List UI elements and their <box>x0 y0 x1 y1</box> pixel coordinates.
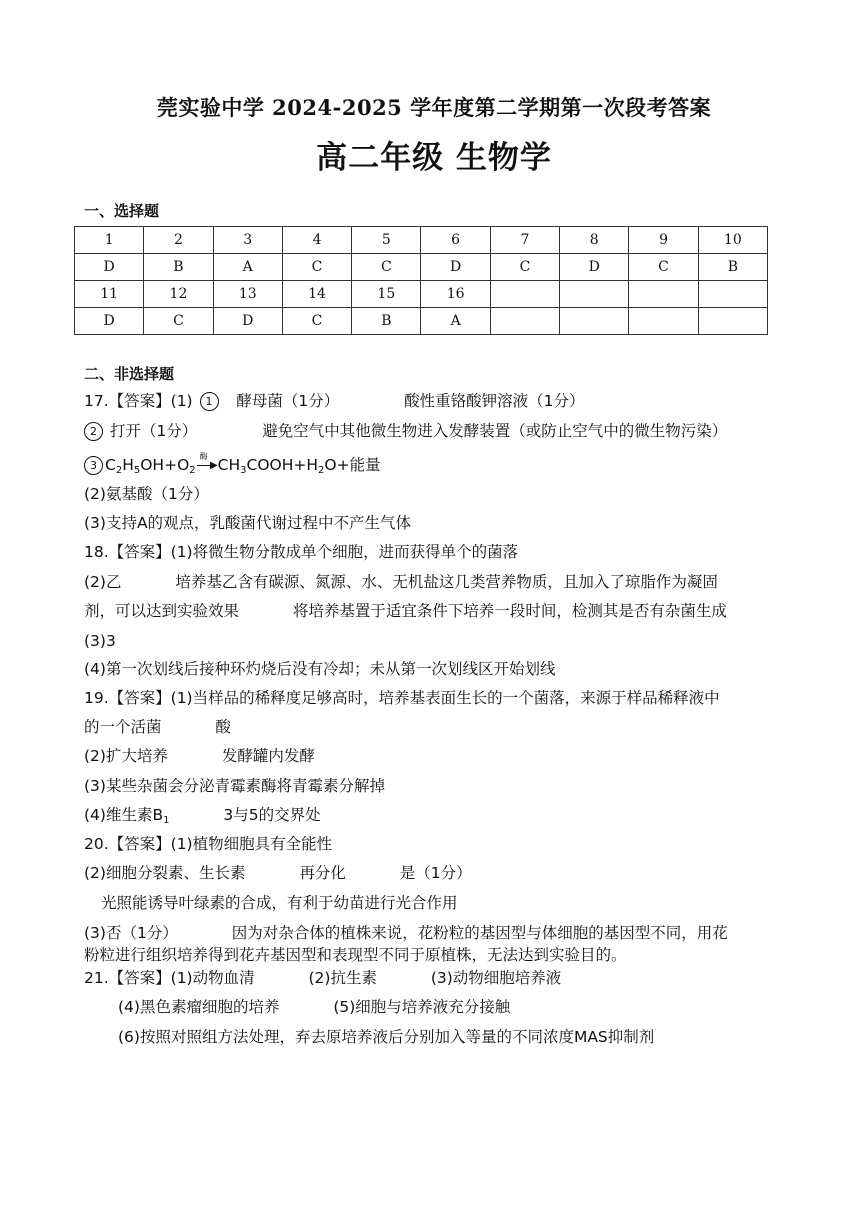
q20-part3c: 粉粒进行组织培养得到花卉基因型和表现型不同于原植株，无法达到实验目的。 <box>84 946 627 964</box>
circled-number-icon: 1 <box>200 392 219 411</box>
q20-part3a: (3)否（1分） <box>84 924 178 942</box>
enzyme-label: 酶 <box>199 452 208 461</box>
answer-table-cell: C <box>282 254 351 281</box>
circled-number-icon: 2 <box>84 422 103 441</box>
q21-line-2 <box>118 997 510 1017</box>
q19-part2b: 发酵罐内发酵 <box>221 747 315 765</box>
eq-sub: 5 <box>133 465 141 476</box>
q21-part1: 21.【答案】(1)动物血清 <box>84 969 255 987</box>
q18-line-2 <box>84 572 718 592</box>
answer-table-cell: C <box>282 308 351 335</box>
answer-table-cell: B <box>698 254 767 281</box>
answer-table-cell: D <box>421 254 490 281</box>
answer-table-row <box>75 227 768 254</box>
answer-table-cell: 13 <box>213 281 282 308</box>
answer-table-cell: A <box>421 308 490 335</box>
q21-part3: (3)动物细胞培养液 <box>430 969 562 987</box>
q18-part2-choice: (2)乙 <box>84 573 122 591</box>
q17-part3: (3)支持A的观点，乳酸菌代谢过程中不产生气体 <box>84 514 412 532</box>
q18-part2-method: 将培养基置于适宜条件下培养一段时间，检测其是否有杂菌生成 <box>292 602 727 620</box>
q19-part4a: (4)维生素B <box>84 806 164 824</box>
answer-table-row <box>75 308 768 335</box>
q20-part1: 20.【答案】(1)植物细胞具有全能性 <box>84 835 333 853</box>
q19-part2a: (2)扩大培养 <box>84 747 168 765</box>
q20-part2d: 光照能诱导叶绿素的合成，有利于幼苗进行光合作用 <box>101 894 458 912</box>
q18-part3: (3)3 <box>84 632 116 650</box>
q20-part2b: 再分化 <box>299 864 346 882</box>
q19-line-3 <box>84 746 315 766</box>
q19-part1-cont: 的一个活菌 <box>84 718 162 736</box>
q17-answer-yeast: 酵母菌（1分） <box>236 392 340 410</box>
answer-table-cell: D <box>560 254 629 281</box>
eq-c: C <box>105 456 116 474</box>
answer-table-cell: 3 <box>213 227 282 254</box>
q17-line-1 <box>84 391 585 411</box>
answer-table-cell <box>560 281 629 308</box>
answer-table-cell: C <box>352 254 421 281</box>
answer-table-cell: 12 <box>144 281 213 308</box>
q17-prefix: 17.【答案】(1) <box>84 392 193 410</box>
q21-part6: (6)按照对照组方法处理，弃去原培养液后分别加入等量的不同浓度MAS抑制剂 <box>118 1028 655 1046</box>
answer-table-cell: B <box>352 308 421 335</box>
eq-energy: O+能量 <box>324 456 381 474</box>
eq-sub: 2 <box>189 465 196 476</box>
answer-table-cell: 16 <box>421 281 490 308</box>
q19-part1: 19.【答案】(1)当样品的稀释度足够高时，培养基表面生长的一个菌落，来源于样品稀释液中 <box>84 689 720 707</box>
q19-part3: (3)某些杂菌会分泌青霉素酶将青霉素分解掉 <box>84 777 385 795</box>
answer-table-cell: 11 <box>75 281 144 308</box>
circled-number-icon: 3 <box>84 456 103 475</box>
answer-table-cell: B <box>144 254 213 281</box>
section-heading-non-choice: 二、非选择题 <box>84 365 175 383</box>
answer-table-cell: 6 <box>421 227 490 254</box>
answer-table-cell: D <box>213 308 282 335</box>
answer-table-row <box>75 281 768 308</box>
q20-part2a: (2)细胞分裂素、生长素 <box>84 864 246 882</box>
answer-table-cell <box>490 281 559 308</box>
school-title: 莞实验中学 2024-2025 学年度第二学期第一次段考答案 <box>156 95 712 120</box>
eq-sub: 2 <box>115 465 123 476</box>
q20-part3b: 因为对杂合体的植株来说，花粉粒的基因型与体细胞的基因型不同，用花 <box>231 924 728 942</box>
choice-answer-table <box>74 226 768 335</box>
q20-line-2 <box>84 863 472 883</box>
answer-table-cell <box>629 308 698 335</box>
q21-part4: (4)黑色素瘤细胞的培养 <box>118 998 280 1016</box>
answer-table-cell: D <box>75 254 144 281</box>
answer-table-cell: 2 <box>144 227 213 254</box>
q18-part2-reason: 培养基乙含有碳源、氮源、水、无机盐这几类营养物质，且加入了琼脂作为凝固 <box>175 573 718 591</box>
answer-table-cell: 15 <box>352 281 421 308</box>
q20-line-4 <box>84 923 728 943</box>
answer-table-cell: 4 <box>282 227 351 254</box>
q19-part1-acid: 酸 <box>215 718 231 736</box>
q18-part4: (4)第一次划线后接种环灼烧后没有冷却；未从第一次划线区开始划线 <box>84 660 556 678</box>
q19-line-2 <box>84 717 231 737</box>
answer-table-cell: 5 <box>352 227 421 254</box>
reaction-arrow-icon: 酶 ▶ <box>196 453 218 473</box>
q17-part2: (2)氨基酸（1分） <box>84 485 209 503</box>
q18-part2-cont: 剂，可以达到实验效果 <box>84 602 240 620</box>
eq-sub: 3 <box>240 465 247 476</box>
answer-table-cell: C <box>144 308 213 335</box>
q21-part5: (5)细胞与培养液充分接触 <box>333 998 511 1016</box>
answer-table-cell: 1 <box>75 227 144 254</box>
answer-table-cell <box>629 281 698 308</box>
answer-table-cell: 7 <box>490 227 559 254</box>
vitamin-subscript: 1 <box>163 815 170 826</box>
answer-table-cell: 14 <box>282 281 351 308</box>
answer-table-cell: 10 <box>698 227 767 254</box>
eq-cooh: COOH+H <box>246 456 319 474</box>
q20-part2c: 是（1分） <box>399 864 472 882</box>
q17-answer-reason: 避免空气中其他微生物进入发酵装置（或防止空气中的微生物污染） <box>262 422 728 440</box>
q17-equation <box>84 453 381 475</box>
q19-part4b: 3与5的交界处 <box>223 806 321 824</box>
subject-title: 高二年级 生物学 <box>316 140 552 176</box>
answer-table-cell: A <box>213 254 282 281</box>
q19-line-5 <box>84 805 321 825</box>
q17-line-2 <box>84 421 727 441</box>
answer-table-cell: 9 <box>629 227 698 254</box>
q21-part2: (2)抗生素 <box>308 969 377 987</box>
q18-part1: 18.【答案】(1)将微生物分散成单个细胞，进而获得单个的菌落 <box>84 543 519 561</box>
eq-h: H <box>122 456 134 474</box>
eq-oh: OH+O <box>140 456 190 474</box>
answer-table-row <box>75 254 768 281</box>
q17-answer-reagent: 酸性重铬酸钾溶液（1分） <box>404 392 585 410</box>
answer-table-cell: 8 <box>560 227 629 254</box>
answer-table-cell: C <box>629 254 698 281</box>
answer-table-cell <box>490 308 559 335</box>
answer-table-cell: C <box>490 254 559 281</box>
section-heading-choice: 一、选择题 <box>84 202 160 220</box>
answer-table-cell: D <box>75 308 144 335</box>
eq-ch: CH <box>217 456 241 474</box>
answer-table-cell <box>698 281 767 308</box>
q18-line-3 <box>84 601 727 621</box>
eq-sub: 2 <box>318 465 325 476</box>
q17-answer-open: 打开（1分） <box>109 422 198 440</box>
answer-table-cell <box>698 308 767 335</box>
answer-table-cell <box>560 308 629 335</box>
q21-line-1 <box>84 968 561 988</box>
